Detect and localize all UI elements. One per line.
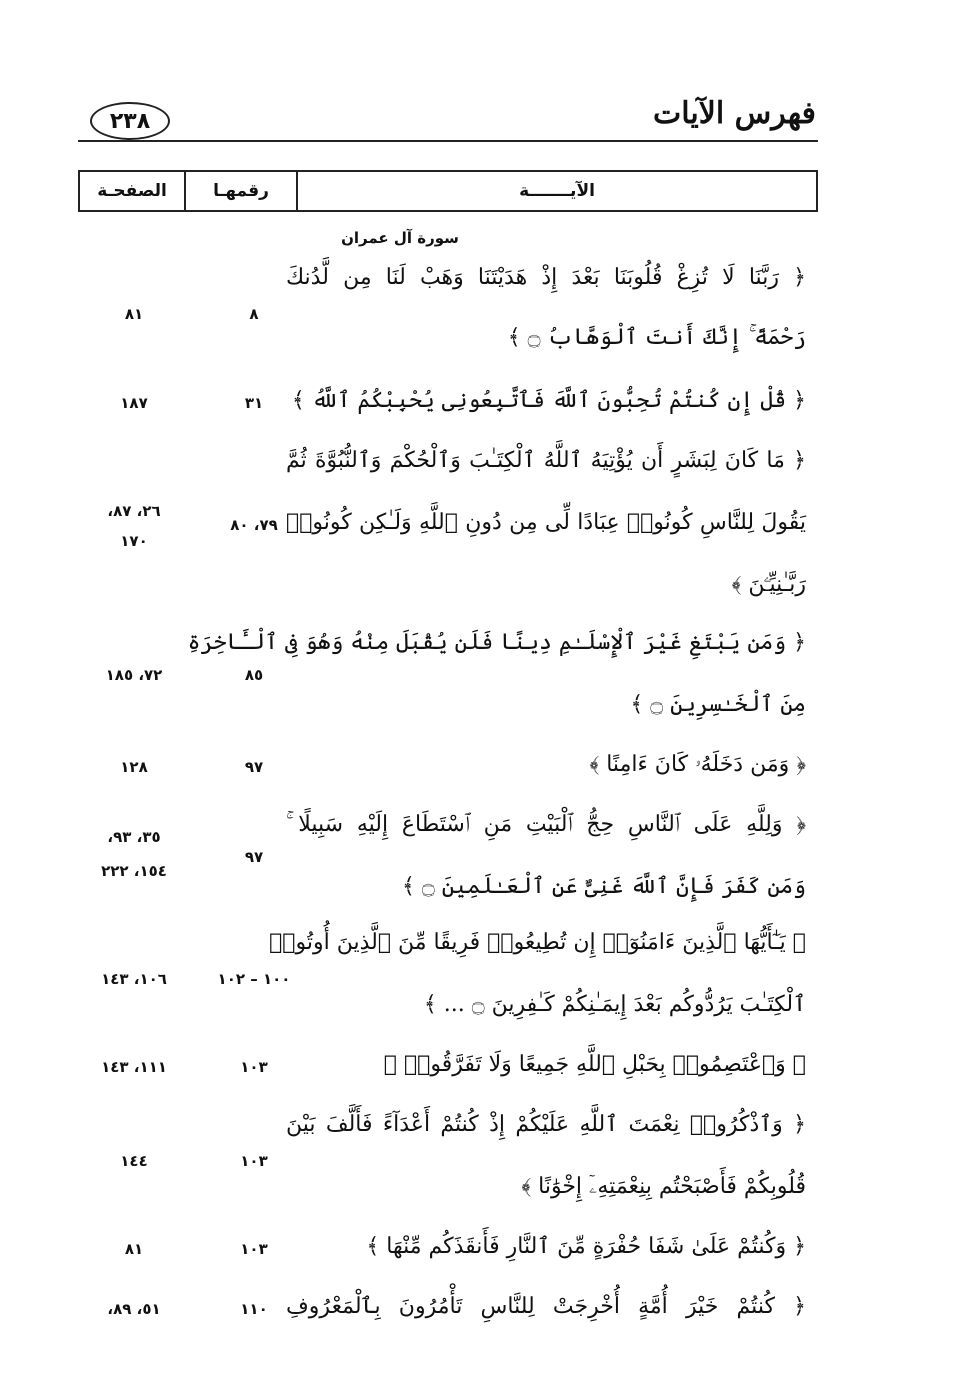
running-title: فهرس الآيات (653, 96, 816, 131)
surah-title: سورة آل عمران (341, 229, 459, 247)
header-divider (78, 140, 818, 142)
verse-entry (78, 388, 818, 428)
page-reference: ١٠٦، ١٤٣ (101, 970, 167, 988)
verse-number: ٣١ (244, 394, 264, 412)
verse-entry (78, 448, 818, 608)
verse-line: ﴿ رَبَّنَا لَا تُزِغْ قُلُوبَنَا بَعْدَ إِذْ هَدَيْتَنَا وَهَبْ لَنَا مِن لَّدُنكَ (286, 265, 806, 290)
verse-line: ﴿ يَـٰٓأَيُّهَا ٱلَّذِينَ ءَامَنُوٓا۟ إِن تُطِيعُوا۟ فَرِيقًا مِّنَ ٱلَّذِينَ أُوتُوا۟ (269, 930, 806, 955)
verse-line: رَبَّـٰنِيِّـۧنَ ﴾ (731, 572, 806, 597)
verse-line: ﴿ وَٱذْكُرُوا۟ نِعْمَتَ ٱللَّهِ عَلَيْكُمْ إِذْ كُنتُمْ أَعْدَآءً فَأَلَّفَ بَيْنَ (286, 1112, 806, 1137)
verse-number: ٨٥ (244, 666, 264, 684)
verse-number: ١٠٣ (240, 1058, 268, 1076)
verse-line: ﴿ وَكُنتُمْ عَلَىٰ شَفَا حُفْرَةٍ مِّنَ ٱلنَّارِ فَأَنقَذَكُم مِّنْهَا ﴾ (366, 1234, 806, 1259)
verse-entry (78, 1112, 818, 1212)
column-header-verse: الآيـــــــة (296, 172, 816, 210)
verse-number: ١٠٠ – ١٠٢ (217, 970, 291, 988)
verse-line: ﴿ وَلِلَّهِ عَلَى ٱلنَّاسِ حِجُّ ٱلْبَيْتِ مَنِ ٱسْتَطَاعَ إِلَيْهِ سَبِيلًا ۚ (286, 812, 806, 837)
page-number: ٢٣٨ (90, 102, 170, 140)
verse-line: ﴿ قُلْ إِن كُنتُمْ تُحِبُّونَ ٱللَّهَ فَٱتَّبِعُونِى يُحْبِبْكُمُ ٱللَّهُ ﴾ (291, 388, 806, 413)
page-reference: ٨١ (124, 1240, 144, 1258)
page-reference: ١٥٤، ٢٢٢ (101, 862, 167, 880)
page-reference: ٨١ (124, 305, 144, 323)
page-reference: ١٢٨ (120, 758, 148, 776)
verse-number: ١٠٣ (240, 1152, 268, 1170)
verse-line: وَمَن كَفَرَ فَإِنَّ ٱللَّهَ غَنِىٌّ عَنِ ٱلْعَـٰلَمِينَ ۝ ﴾ (402, 874, 806, 899)
verse-line: ﴿ مَا كَانَ لِبَشَرٍ أَن يُؤْتِيَهُ ٱللَّهُ ٱلْكِتَـٰبَ وَٱلْحُكْمَ وَٱلنُّبُوَّةَ ثُمَّ (286, 448, 806, 473)
verse-line: رَحْمَةً ۚ إِنَّكَ أَنتَ ٱلْوَهَّابُ ۝ ﴾ (507, 325, 806, 350)
verse-number: ٧٩، ٨٠ (230, 516, 278, 534)
verse-number: ١١٠ (240, 1300, 268, 1318)
verse-entry (78, 812, 818, 912)
verse-number: ٨ (249, 305, 259, 323)
verse-entry (78, 1294, 818, 1334)
verse-line: ﴿ كُنتُمْ خَيْرَ أُمَّةٍ أُخْرِجَتْ لِلنَّاسِ تَأْمُرُونَ بِٱلْمَعْرُوفِ (286, 1294, 806, 1319)
page-reference: ١٧٠ (120, 532, 148, 550)
page-reference: ٥١، ٨٩، (107, 1300, 161, 1318)
page-reference: ١١١، ١٤٣ (101, 1058, 167, 1076)
verse-line: يَقُولَ لِلنَّاسِ كُونُوا۟ عِبَادًا لِّى مِن دُونِ ٱللَّهِ وَلَـٰكِن كُونُوا۟ (286, 510, 806, 535)
verse-line: ﴿ وَمَن دَخَلَهُۥ كَانَ ءَامِنًا ﴾ (589, 752, 806, 777)
column-header-number: رقمهـا (184, 172, 296, 210)
table-header (78, 170, 818, 212)
verse-entry (78, 630, 818, 730)
verse-number: ٩٧ (244, 848, 264, 866)
page-reference: ٢٦، ٨٧، (107, 502, 161, 520)
verse-entry (78, 930, 818, 1030)
page-reference: ٧٢، ١٨٥ (105, 666, 163, 684)
page-reference: ١٤٤ (120, 1152, 148, 1170)
verse-number: ٩٧ (244, 758, 264, 776)
verse-entry (78, 265, 818, 365)
verse-line: ﴿ وَمَن يَبْتَغِ غَيْرَ ٱلْإِسْلَـٰمِ دِينًا فَلَن يُقْبَلَ مِنْهُ وَهُوَ فِى ٱلْـَٔاخِرَةِ (187, 630, 806, 655)
verse-entry (78, 752, 818, 792)
verse-line: ٱلْكِتَـٰبَ يَرُدُّوكُم بَعْدَ إِيمَـٰنِكُمْ كَـٰفِرِينَ ۝ ... ﴾ (423, 992, 806, 1017)
column-header-page: الصفحـة (97, 181, 167, 201)
verse-line: قُلُوبِكُمْ فَأَصْبَحْتُم بِنِعْمَتِهِۦٓ إِخْوَٰنًا ﴾ (521, 1174, 806, 1199)
verse-number: ١٠٣ (240, 1240, 268, 1258)
page-reference: ١٨٧ (120, 394, 148, 412)
verse-line: مِنَ ٱلْخَـٰسِرِينَ ۝ ﴾ (630, 692, 806, 717)
page-reference: ٣٥، ٩٣، (107, 828, 161, 846)
verse-entry (78, 1052, 818, 1092)
verse-line: ﴿ وَٱعْتَصِمُوا۟ بِحَبْلِ ٱللَّهِ جَمِيعًا وَلَا تَفَرَّقُوا۟ ﴾ (383, 1052, 806, 1077)
verse-entry (78, 1234, 818, 1274)
